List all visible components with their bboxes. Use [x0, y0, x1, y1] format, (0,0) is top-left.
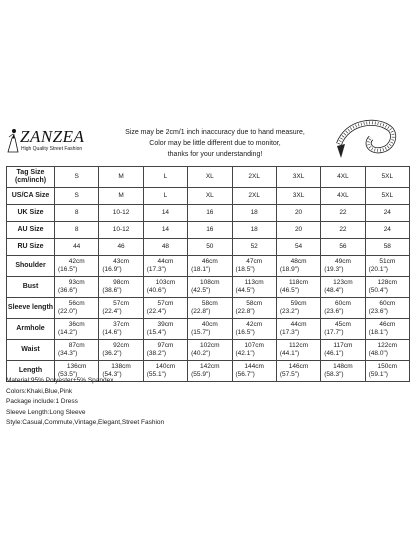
measure-inch: (15.4") [146, 329, 167, 336]
chart-header [0, 118, 416, 162]
header-size-cell: 5XL [365, 167, 409, 188]
measure-cell [321, 340, 365, 361]
size-chart-table [6, 166, 410, 382]
measure-inch: (48.0") [368, 350, 388, 357]
measure-cm: 103cm [155, 279, 176, 286]
size-cell: 18 [232, 205, 276, 222]
measure-cell [321, 256, 365, 277]
spec-material: Material:95% Polyester+5% Spandex [6, 377, 114, 384]
measure-cm: 117cm [333, 342, 353, 349]
measure-cell [365, 319, 409, 340]
measure-cell [232, 256, 276, 277]
size-cell: 22 [321, 222, 365, 239]
measure-inch: (46.5") [279, 287, 300, 294]
measure-cell [321, 298, 365, 319]
size-cell: 10-12 [99, 205, 143, 222]
brand-name: ZANZEA [20, 127, 85, 146]
measure-cm: 148cm [333, 363, 353, 370]
measure-cm: 42cm [68, 258, 85, 265]
measure-cm: 87cm [68, 342, 85, 349]
row-label: Length [7, 361, 55, 382]
brand-logo [6, 128, 110, 156]
measure-inch: (42.1") [235, 350, 255, 357]
measure-cell [188, 277, 232, 298]
header-size-cell: XL [188, 167, 232, 188]
brand-tagline: High Quality Street Fashion [21, 146, 83, 152]
size-cell: 58 [365, 239, 409, 256]
measure-cm: 150cm [377, 363, 398, 370]
size-cell: M [99, 188, 143, 205]
row-label: US/CA Size [7, 188, 55, 205]
table-row [7, 340, 410, 361]
measure-cell [188, 256, 232, 277]
measure-cm: 44cm [290, 321, 307, 328]
size-cell: 52 [232, 239, 276, 256]
measure-cell [55, 256, 99, 277]
measure-inch: (38.2") [146, 350, 167, 357]
measure-inch: (17.7") [324, 329, 344, 336]
row-label: Bust [7, 277, 55, 298]
measure-cm: 44cm [157, 258, 174, 265]
measure-cm: 60cm [334, 300, 351, 307]
size-cell: 54 [276, 239, 320, 256]
measure-cell [143, 256, 187, 277]
measure-cm: 45cm [334, 321, 351, 328]
measure-cm: 58cm [201, 300, 218, 307]
measure-cell [232, 319, 276, 340]
measure-cell [55, 340, 99, 361]
spec-colors: Colors:Khaki,Blue,Pink [6, 387, 73, 395]
measure-cm: 36cm [68, 321, 85, 328]
table-row [7, 256, 410, 277]
size-cell: 8 [55, 205, 99, 222]
measure-cm: 37cm [113, 321, 130, 328]
measure-inch: (17.3") [279, 329, 300, 336]
measure-cm: 122cm [377, 342, 398, 349]
measure-cell [321, 361, 365, 382]
measure-cell [143, 340, 187, 361]
row-label: Shoulder [7, 256, 55, 277]
table-row [7, 239, 410, 256]
size-cell: 10-12 [99, 222, 143, 239]
measure-cm: 146cm [288, 363, 309, 370]
size-cell: 16 [188, 205, 232, 222]
measure-cm: 43cm [113, 258, 130, 265]
size-cell: 56 [321, 239, 365, 256]
fashion-figure-icon [6, 128, 20, 154]
measure-cell [321, 319, 365, 340]
measure-cm: 46cm [201, 258, 218, 265]
size-cell: 16 [188, 222, 232, 239]
size-cell: 14 [143, 222, 187, 239]
size-cell: 20 [276, 205, 320, 222]
row-label: Waist [7, 340, 55, 361]
measure-cm: 128cm [377, 279, 398, 286]
measure-cm: 60cm [379, 300, 396, 307]
size-cell: 5XL [365, 188, 409, 205]
measure-inch: (46.1") [324, 350, 344, 357]
size-cell: 2XL [232, 188, 276, 205]
header-size-cell: 4XL [321, 167, 365, 188]
table-row [7, 222, 410, 239]
measure-inch: (54.3") [102, 371, 122, 378]
measure-cm: 57cm [113, 300, 130, 307]
size-cell: 3XL [276, 188, 320, 205]
measure-inch: (17.3") [146, 266, 167, 273]
spec-style: Style:Casual,Commute,Vintage,Elegant,Street Fashion [6, 419, 165, 426]
measure-cm: 144cm [244, 363, 264, 370]
measure-cell [276, 361, 320, 382]
measure-inch: (16.5") [58, 266, 78, 273]
measure-inch: (19.3") [324, 266, 344, 273]
size-cell: 14 [143, 205, 187, 222]
size-cell: S [55, 188, 99, 205]
measure-cm: 39cm [157, 321, 174, 328]
measure-cm: 58cm [246, 300, 263, 307]
measure-cell [365, 256, 409, 277]
measure-cell [276, 298, 320, 319]
measure-inch: (55.9") [191, 371, 211, 378]
measure-cell [99, 256, 143, 277]
spec-package: Package include:1 Dress [6, 398, 78, 405]
measure-cm: 118cm [289, 279, 309, 286]
measure-cell [232, 277, 276, 298]
measuring-tape-icon [335, 114, 397, 164]
measure-inch: (22.0") [58, 308, 78, 315]
measure-inch: (40.2") [191, 350, 211, 357]
measure-cell [143, 298, 187, 319]
measure-cm: 138cm [111, 363, 131, 370]
measure-inch: (15.7") [191, 329, 211, 336]
measure-inch: (22.8") [191, 308, 211, 315]
spec-sleeve-length: Sleeve Length:Long Sleeve [6, 408, 86, 416]
measure-cm: 46cm [379, 321, 396, 328]
measure-inch: (42.5") [191, 287, 211, 294]
header-label-line: Tag Size [16, 169, 45, 176]
size-cell: 46 [99, 239, 143, 256]
table-row [7, 319, 410, 340]
measure-cell [276, 256, 320, 277]
size-cell: 50 [188, 239, 232, 256]
size-cell: 22 [321, 205, 365, 222]
measure-inch: (22.4") [102, 308, 122, 315]
table-row [7, 277, 410, 298]
measure-cell [365, 361, 409, 382]
measure-cell [55, 277, 99, 298]
measure-inch: (56.7") [235, 371, 255, 378]
measure-cell [188, 298, 232, 319]
measure-cm: 51cm [379, 258, 396, 265]
measure-inch: (18.1") [191, 266, 211, 273]
measure-cell [321, 277, 365, 298]
measure-inch: (50.4") [368, 287, 388, 294]
size-cell: 8 [55, 222, 99, 239]
measure-inch: (22.4") [146, 308, 167, 315]
measure-cm: 112cm [289, 342, 309, 349]
size-cell: 18 [232, 222, 276, 239]
measure-inch: (48.4") [324, 287, 344, 294]
notice-line: Color may be little different due to monitor, [149, 140, 281, 147]
measure-inch: (14.6") [102, 329, 122, 336]
notice-line: Size may be 2cm/1 inch inaccuracy due to hand measure, [125, 129, 305, 136]
measure-cell [232, 361, 276, 382]
measure-inch: (18.1") [368, 329, 388, 336]
measure-inch: (20.1") [368, 266, 388, 273]
measure-inch: (44.1") [279, 350, 300, 357]
measure-cell [99, 319, 143, 340]
measure-inch: (53.5") [58, 371, 78, 378]
product-specs [6, 376, 164, 429]
table-row [7, 188, 410, 205]
measure-cell [276, 277, 320, 298]
header-size-cell: S [55, 167, 99, 188]
measure-cm: 136cm [66, 363, 87, 370]
measure-inch: (18.9") [279, 266, 300, 273]
row-label: RU Size [7, 239, 55, 256]
measure-cm: 102cm [200, 342, 220, 349]
measure-cm: 123cm [333, 279, 353, 286]
measure-cell [188, 319, 232, 340]
size-chart-body [7, 167, 410, 382]
measure-cm: 113cm [244, 279, 264, 286]
measure-cm: 142cm [200, 363, 220, 370]
measure-cell [99, 340, 143, 361]
measure-inch: (23.6") [368, 308, 388, 315]
size-cell: 20 [276, 222, 320, 239]
measure-cm: 140cm [155, 363, 176, 370]
measure-inch: (36.6") [58, 287, 78, 294]
measure-cell [365, 277, 409, 298]
size-cell: L [143, 188, 187, 205]
measure-inch: (34.3") [58, 350, 78, 357]
measure-cell [99, 277, 143, 298]
measure-cm: 40cm [201, 321, 218, 328]
measure-cm: 98cm [113, 279, 130, 286]
measure-inch: (57.5") [279, 371, 300, 378]
notice-line: thanks for your understanding! [167, 151, 263, 158]
measure-inch: (59.1") [368, 371, 388, 378]
measure-cm: 57cm [157, 300, 174, 307]
measure-inch: (44.5") [235, 287, 255, 294]
measure-cell [232, 340, 276, 361]
measure-cell [188, 361, 232, 382]
measure-inch: (23.6") [324, 308, 344, 315]
row-label: UK Size [7, 205, 55, 222]
table-row [7, 205, 410, 222]
measure-cm: 49cm [334, 258, 351, 265]
measure-inch: (58.3") [324, 371, 344, 378]
measure-cell [55, 298, 99, 319]
size-cell: 44 [55, 239, 99, 256]
measure-cm: 107cm [244, 342, 264, 349]
measure-cell [365, 298, 409, 319]
header-size-cell: 3XL [276, 167, 320, 188]
measure-cell [188, 340, 232, 361]
measure-inch: (23.2") [279, 308, 300, 315]
measure-cm: 97cm [157, 342, 174, 349]
measure-cm: 92cm [113, 342, 130, 349]
header-label [7, 167, 55, 188]
size-cell: XL [188, 188, 232, 205]
measure-cell [276, 319, 320, 340]
measure-inch: (14.2") [58, 329, 78, 336]
measure-cm: 108cm [200, 279, 220, 286]
measure-cell [143, 319, 187, 340]
size-cell: 48 [143, 239, 187, 256]
measure-inch: (40.6") [146, 287, 167, 294]
header-size-cell: M [99, 167, 143, 188]
measure-cell [55, 319, 99, 340]
measure-cm: 42cm [246, 321, 263, 328]
measure-cm: 47cm [246, 258, 263, 265]
measure-inch: (18.5") [235, 266, 255, 273]
measure-cm: 48cm [290, 258, 307, 265]
header-label-line: (cm/inch) [14, 177, 47, 184]
row-label: Armhole [7, 319, 55, 340]
measure-cm: 56cm [68, 300, 85, 307]
measure-cell [276, 340, 320, 361]
measure-inch: (55.1") [146, 371, 167, 378]
measure-cell [232, 298, 276, 319]
size-cell: 4XL [321, 188, 365, 205]
measure-cell [143, 277, 187, 298]
header-size-cell: L [143, 167, 187, 188]
row-label: Sleeve length [7, 298, 55, 319]
measurement-notice [110, 127, 320, 160]
measure-inch: (16.5") [235, 329, 255, 336]
table-header-row [7, 167, 410, 188]
measure-inch: (22.8") [235, 308, 255, 315]
measure-cm: 93cm [68, 279, 85, 286]
measure-inch: (16.9") [102, 266, 122, 273]
measure-cm: 59cm [290, 300, 307, 307]
size-cell: 24 [365, 205, 409, 222]
measure-cell [99, 298, 143, 319]
size-cell: 24 [365, 222, 409, 239]
table-row [7, 298, 410, 319]
measure-inch: (36.2") [102, 350, 122, 357]
header-size-cell: 2XL [232, 167, 276, 188]
measure-inch: (38.6") [102, 287, 122, 294]
row-label: AU Size [7, 222, 55, 239]
measure-cell [365, 340, 409, 361]
